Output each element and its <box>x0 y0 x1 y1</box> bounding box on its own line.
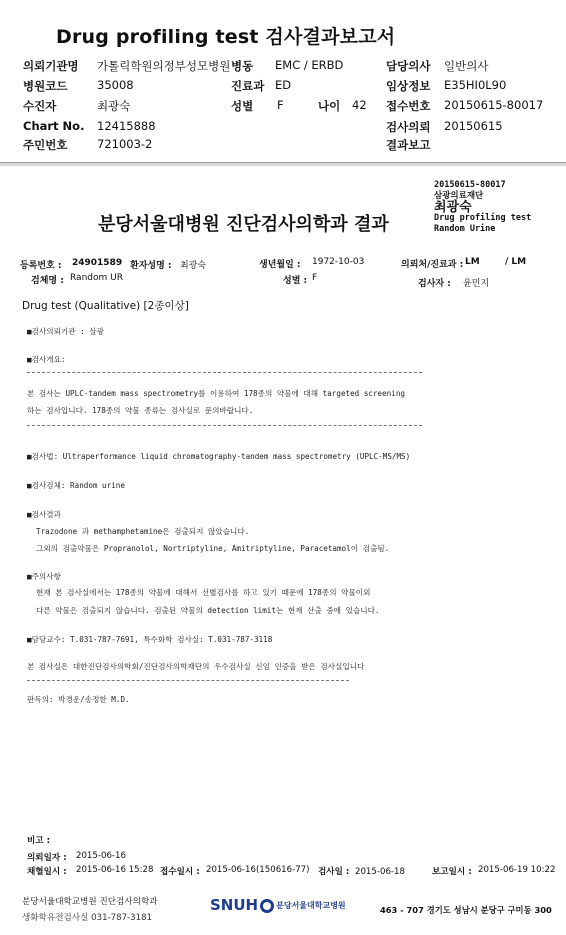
value-report-sex: F <box>312 273 318 283</box>
value-receipt-time: 2015-06-16(150616-77) <box>206 865 310 875</box>
document-title: Drug profiling test 검사결과보고서 <box>56 26 396 48</box>
value-patient: 최광숙 <box>97 99 131 113</box>
value-requesting-dept: LM <box>465 257 480 267</box>
notes-line-2: 다른 약물은 검출되지 않습니다. 검출된 약물의 detection limit는 현재 산출 중에 있습니다. <box>36 606 380 615</box>
value-clinical-info: E35HI0L90 <box>444 78 507 92</box>
label-specimen-name: 검체명 : <box>31 276 64 286</box>
result-line-2: 그외의 검출약물은 Propranolol, Nortriptyline, Amitriptyline, Paracetamol이 검출됨. <box>36 544 390 553</box>
method-line: ■검사법: Ultraperformance liquid chromatography-tandem mass spectrometry (UPLC-MS/MS) <box>27 452 411 461</box>
label-tester: 검사자 : <box>418 279 451 289</box>
logo-text: SNUH <box>210 896 259 914</box>
snuh-logo <box>210 896 346 914</box>
value-requesting-dept-2: / LM <box>505 257 527 267</box>
dashed-divider <box>27 680 349 681</box>
label-collection-time: 채혈일시 : <box>27 867 67 877</box>
value-department: ED <box>275 78 292 92</box>
label-result-report: 결과보고 <box>386 138 431 152</box>
contact-line: ■담당교수: T.031-787-7691, 특수화학 검사실: T.031-787-3118 <box>27 635 273 644</box>
label-report-time: 보고일시 : <box>432 867 472 877</box>
overview-heading: ■검사개요: <box>27 355 66 364</box>
test-name-heading: Drug test (Qualitative) [2종이상] <box>22 300 189 312</box>
report-title: 분당서울대병원 진단검사의학과 결과 <box>98 214 389 235</box>
footer-lab-phone: 생화학유전검사실 031-787-3181 <box>22 913 153 923</box>
certification-line: 본 검사실은 대한진단검사의학회/진단검사의학재단의 우수검사실 신임 인증을 받은 검사실입니다 <box>27 662 365 671</box>
value-request-date: 20150615 <box>444 119 503 133</box>
stamp-receipt-number: 20150615-80017 <box>434 180 506 190</box>
value-patient-name: 최광숙 <box>180 261 207 271</box>
label-receipt-time: 접수일시 : <box>160 867 200 877</box>
label-registration-number: 등록번호 : <box>20 261 62 271</box>
sample-stamp <box>434 180 531 235</box>
result-heading: ■검사결과 <box>27 510 61 519</box>
stamp-specimen: Random Urine <box>434 224 496 234</box>
result-line-1: Trazodone 과 methamphetamine은 검출되지 않았습니다. <box>36 527 250 536</box>
value-physician: 일반의사 <box>444 59 489 73</box>
requesting-lab-line: ■검사의뢰기관 : 삼광 <box>27 327 104 336</box>
value-age: 42 <box>352 98 367 112</box>
value-request-day: 2015-06-16 <box>76 851 126 861</box>
label-receipt-number: 접수번호 <box>386 99 431 113</box>
value-collection-time: 2015-06-16 15:28 <box>76 865 154 875</box>
value-specimen-name: Random UR <box>70 273 123 283</box>
value-report-time: 2015-06-19 10:22 <box>478 865 556 875</box>
value-ward: EMC / ERBD <box>275 58 344 72</box>
logo-mark-icon <box>260 899 274 913</box>
label-test-date: 검사일 : <box>318 867 350 877</box>
label-request-day: 의뢰일자 : <box>27 853 67 863</box>
value-hospital-code: 35008 <box>97 78 134 92</box>
value-receipt-number: 20150615-80017 <box>444 98 544 112</box>
logo-subtext: 분당서울대학교병원 <box>276 901 346 910</box>
label-ward: 병동 <box>231 59 254 73</box>
label-physician: 담당의사 <box>386 59 431 73</box>
value-resident-number: 721003-2 <box>97 137 153 151</box>
label-request-date: 검사의뢰 <box>386 120 431 134</box>
header-row-1 <box>23 58 79 74</box>
label-clinical-info: 임상정보 <box>386 79 431 93</box>
remark-label: 비고 : <box>27 836 51 846</box>
label-requesting-dept: 의뢰처/진료과 : <box>401 260 464 270</box>
label-patient-name: 환자성명 : <box>130 261 172 271</box>
value-tester: 윤민지 <box>463 279 490 289</box>
label-report-sex: 성별 : <box>283 276 308 286</box>
stamp-test-name: Drug profiling test <box>434 213 532 223</box>
notes-line-1: 현재 본 검사실에서는 178종의 약물에 대해서 선별검사를 하고 있기 때문에 178종의 약물이외 <box>36 588 371 597</box>
value-requesting-org: 가톨릭학원의정부성모병원 <box>97 59 231 73</box>
reader-line: 판독의: 박경운/송정한 M.D. <box>27 695 130 704</box>
specimen-line: ■검사검체: Random urine <box>27 481 125 490</box>
overview-line-1: 본 검사는 UPLC-tandem mass spectrometry를 이용하여 178종의 약물에 대해 targeted screening <box>27 389 405 398</box>
label-requesting-org: 의뢰기관명 <box>23 59 79 73</box>
label-birth-date: 생년월일 : <box>259 260 301 270</box>
label-age: 나이 <box>318 99 341 113</box>
value-birth-date: 1972-10-03 <box>312 257 365 267</box>
label-chart-no: Chart No. <box>23 119 85 133</box>
label-resident-number: 주민번호 <box>23 138 68 152</box>
dashed-divider <box>27 425 422 426</box>
value-chart-no: 12415888 <box>97 119 156 133</box>
dashed-divider <box>27 372 422 373</box>
label-department: 진료과 <box>231 79 265 93</box>
footer-department: 분당서울대학교병원 진단검사의학과 <box>22 897 158 907</box>
value-sex: F <box>277 98 284 112</box>
value-test-date: 2015-06-18 <box>355 867 405 877</box>
header-divider-shadow <box>0 163 566 166</box>
value-registration-number: 24901589 <box>72 258 123 268</box>
label-sex: 성별 <box>231 99 254 113</box>
label-hospital-code: 병원코드 <box>23 79 68 93</box>
stamp-foundation: 삼광의료재단 <box>434 191 484 201</box>
notes-heading: ■주의사항 <box>27 572 61 581</box>
overview-line-2: 하는 검사입니다. 178종의 약물 종류는 검사실로 문의바랍니다. <box>27 406 254 415</box>
stamp-patient-name: 최광숙 <box>434 200 472 215</box>
label-patient: 수진자 <box>23 99 57 113</box>
footer-address: 463 - 707 경기도 성남시 분당구 구미동 300 <box>380 905 552 915</box>
